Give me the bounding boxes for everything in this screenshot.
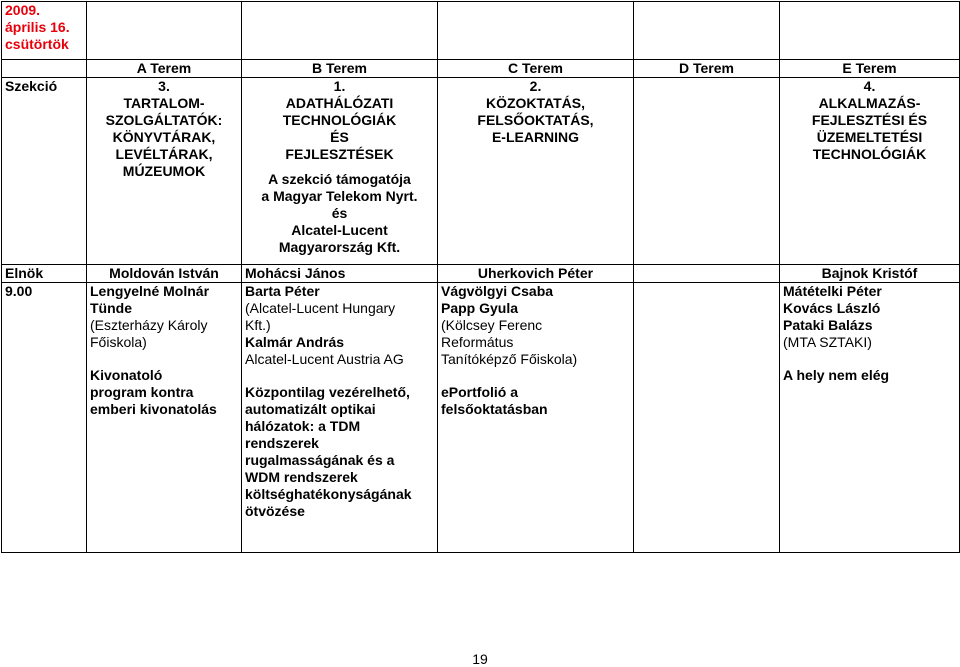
talk-title-b: Központilag vezérelhető,: [245, 384, 410, 400]
section-b: 1. ADATHÁLÓZATI TECHNOLÓGIÁK ÉS FEJLESZTÉSEK A szekció támogatója a Magyar Telekom Nyrt. és Alcatel-Lucent Magyarország Kft.: [242, 78, 438, 265]
section-c: 2. KÖZOKTATÁS, FELSŐOKTATÁS, E-LEARNING: [438, 78, 634, 265]
chairs-label: Elnök: [2, 265, 87, 283]
session-a: Lengyelné Molnár Tünde (Eszterházy Károly Főiskola) Kivonatoló program kontra emberi kivonatolás: [87, 283, 242, 553]
affil-a: (Eszterházy Károly: [90, 317, 208, 333]
talk-title-a: Kivonatoló: [90, 367, 163, 383]
room-a: A Terem: [87, 60, 242, 78]
session-time: 9.00: [2, 283, 87, 553]
schedule-table: [1, 1, 960, 553]
date-row: [2, 2, 960, 60]
session-row: [2, 283, 960, 553]
session-b: Barta Péter (Alcatel-Lucent Hungary Kft.) Kalmár András Alcatel-Lucent Austria AG Központilag vezérelhető, automatizált optikai hálózatok: a TDM rendszerek rugalmasságának és a WDM rendszerek költséghatékonyságának ötvözése: [242, 283, 438, 553]
section-label: Szekció: [2, 78, 87, 265]
room-header-row: [2, 60, 960, 78]
speaker-b2: Kalmár András: [245, 334, 345, 350]
affil-e: (MTA SZTAKI): [783, 334, 872, 350]
date-weekday: csütörtök: [5, 36, 69, 52]
room-c: C Terem: [438, 60, 634, 78]
chair-c: Uherkovich Péter: [438, 265, 634, 283]
section-row: [2, 78, 960, 265]
chairs-row: [2, 265, 960, 283]
room-e: E Terem: [780, 60, 960, 78]
chair-b: Mohácsi János: [242, 265, 438, 283]
chair-a: Moldován István: [87, 265, 242, 283]
section-d: [634, 78, 780, 265]
speaker-a: Lengyelné Molnár: [90, 283, 210, 299]
talk-title-c: ePortfolió a: [441, 384, 519, 400]
speaker-c2: Papp Gyula: [441, 300, 519, 316]
room-d: D Terem: [634, 60, 780, 78]
speaker-e3: Pataki Balázs: [783, 317, 873, 333]
speaker-e2: Kovács László: [783, 300, 881, 316]
date-day: április 16.: [5, 19, 70, 35]
section-a: 3. TARTALOM- SZOLGÁLTATÓK: KÖNYVTÁRAK, LEVÉLTÁRAK, MÚZEUMOK: [87, 78, 242, 265]
date-cell: [2, 2, 87, 60]
chair-e: Bajnok Kristóf: [780, 265, 960, 283]
session-d: [634, 283, 780, 553]
date-year: 2009.: [5, 2, 41, 18]
section-e: 4. ALKALMAZÁS- FEJLESZTÉSI ÉS ÜZEMELTETÉSI TECHNOLÓGIÁK: [780, 78, 960, 265]
speaker-b1: Barta Péter: [245, 283, 320, 299]
speaker-c1: Vágvölgyi Csaba: [441, 283, 554, 299]
session-e: [780, 283, 960, 553]
room-b: B Terem: [242, 60, 438, 78]
page-number: 19: [472, 651, 488, 667]
note-e: A hely nem elég: [783, 367, 890, 383]
speaker-e1: Mátételki Péter: [783, 283, 882, 299]
session-c: Vágvölgyi Csaba Papp Gyula (Kölcsey Ferenc Református Tanítóképző Főiskola) ePortfolió a felsőoktatásban: [438, 283, 634, 553]
